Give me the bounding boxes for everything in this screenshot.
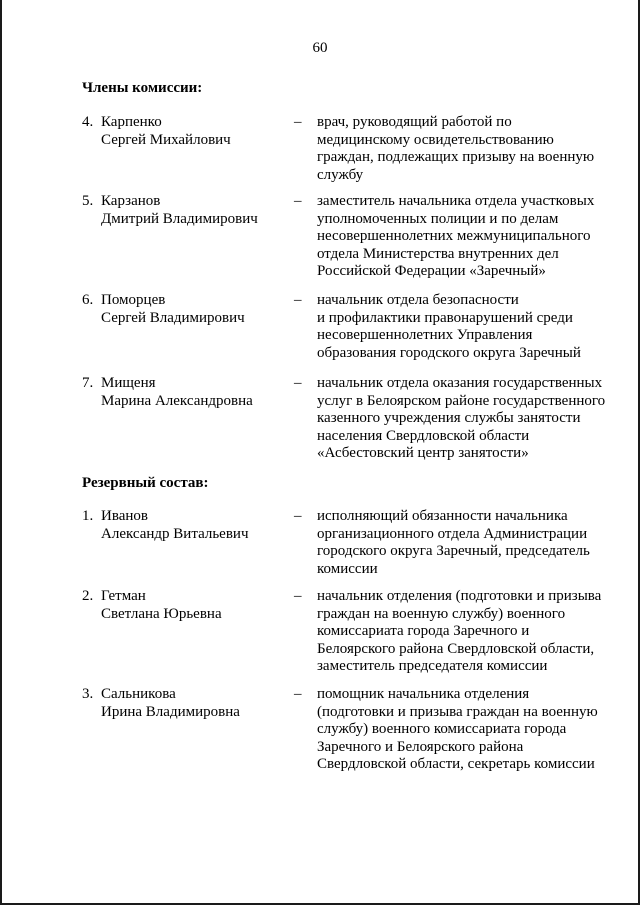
given-names: Александр Витальевич — [101, 525, 249, 542]
dash-separator: – — [294, 292, 302, 308]
role-line: начальник отдела оказания государственных — [317, 375, 603, 391]
page-number: 60 — [312, 40, 328, 56]
given-names: Сергей Михайлович — [101, 131, 231, 148]
role-line: начальник отделения (подготовки и призыва — [317, 588, 602, 604]
entry-number: 2. — [82, 588, 94, 604]
given-names: Дмитрий Владимирович — [101, 210, 258, 227]
entry-role — [317, 292, 617, 362]
entry-number: 5. — [82, 193, 94, 209]
role-line: комиссии — [317, 560, 378, 577]
entry-name — [101, 508, 281, 543]
entry-number: 4. — [82, 114, 94, 130]
given-names: Сергей Владимирович — [101, 309, 245, 326]
surname: Иванов — [101, 508, 148, 524]
role-line: граждан на военную службу) военного — [317, 605, 566, 622]
entry-role — [317, 686, 617, 774]
role-line: Российской Федерации «Заречный» — [317, 263, 546, 279]
role-line: службу — [317, 166, 364, 183]
entry-name — [101, 193, 281, 228]
scan-edge-left — [0, 0, 2, 905]
entry-number: 6. — [82, 292, 94, 308]
entry-role — [317, 114, 617, 184]
role-line: помощник начальника отделения — [317, 686, 530, 702]
dash-separator: – — [294, 508, 302, 524]
role-line: исполняющий обязанности начальника — [317, 508, 568, 524]
entry-role — [317, 193, 617, 281]
given-names: Марина Александровна — [101, 392, 253, 409]
role-line: организационного отдела Администрации — [317, 525, 588, 542]
surname: Карпенко — [101, 114, 162, 130]
role-line: несовершеннолетних межмуниципального — [317, 228, 591, 244]
entry-name — [101, 375, 281, 410]
role-line: Белоярского района Свердловской области, — [317, 640, 595, 657]
members-section-title: Члены комиссии: — [82, 80, 203, 96]
dash-separator: – — [294, 193, 302, 209]
reserve-section-title: Резервный состав: — [82, 475, 209, 491]
role-line: населения Свердловской области — [317, 427, 530, 444]
surname: Карзанов — [101, 193, 161, 209]
entry-name — [101, 292, 281, 327]
entry-name — [101, 114, 281, 149]
role-line: (подготовки и призыва граждан на военную — [317, 703, 598, 720]
role-line: заместитель председателя комиссии — [317, 658, 548, 674]
dash-separator: – — [294, 375, 302, 391]
role-line: образования городского округа Заречный — [317, 344, 581, 361]
entry-number: 7. — [82, 375, 94, 391]
entry-role — [317, 508, 617, 578]
role-line: начальник отдела безопасности — [317, 292, 519, 308]
role-line: казенного учреждения службы занятости — [317, 410, 581, 426]
given-names: Ирина Владимировна — [101, 703, 240, 720]
role-line: Свердловской области, секретарь комиссии — [317, 756, 595, 772]
entry-number: 1. — [82, 508, 94, 524]
role-line: услуг в Белоярском районе государственного — [317, 392, 606, 409]
role-line: заместитель начальника отдела участковых — [317, 193, 595, 209]
entry-name — [101, 588, 281, 623]
role-line: медицинскому освидетельствованию — [317, 131, 554, 148]
dash-separator: – — [294, 686, 302, 702]
role-line: несовершеннолетних Управления — [317, 327, 533, 343]
entry-number: 3. — [82, 686, 94, 702]
dash-separator: – — [294, 114, 302, 130]
role-line: комиссариата города Заречного и — [317, 623, 530, 639]
surname: Сальникова — [101, 686, 176, 702]
role-line: службу) военного комиссариата города — [317, 721, 567, 737]
surname: Поморцев — [101, 292, 166, 308]
role-line: врач, руководящий работой по — [317, 114, 512, 130]
role-line: городского округа Заречный, председатель — [317, 543, 590, 559]
role-line: «Асбестовский центр занятости» — [317, 445, 529, 461]
role-line: Заречного и Белоярского района — [317, 738, 524, 755]
entry-name — [101, 686, 281, 721]
given-names: Светлана Юрьевна — [101, 605, 222, 622]
role-line: граждан, подлежащих призыву на военную — [317, 149, 595, 165]
role-line: уполномоченных полиции и по делам — [317, 210, 559, 227]
role-line: отдела Министерства внутренних дел — [317, 245, 559, 262]
dash-separator: – — [294, 588, 302, 604]
surname: Гетман — [101, 588, 146, 604]
surname: Мищеня — [101, 375, 156, 391]
role-line: и профилактики правонарушений среди — [317, 309, 573, 326]
entry-role — [317, 588, 617, 676]
entry-role — [317, 375, 617, 463]
